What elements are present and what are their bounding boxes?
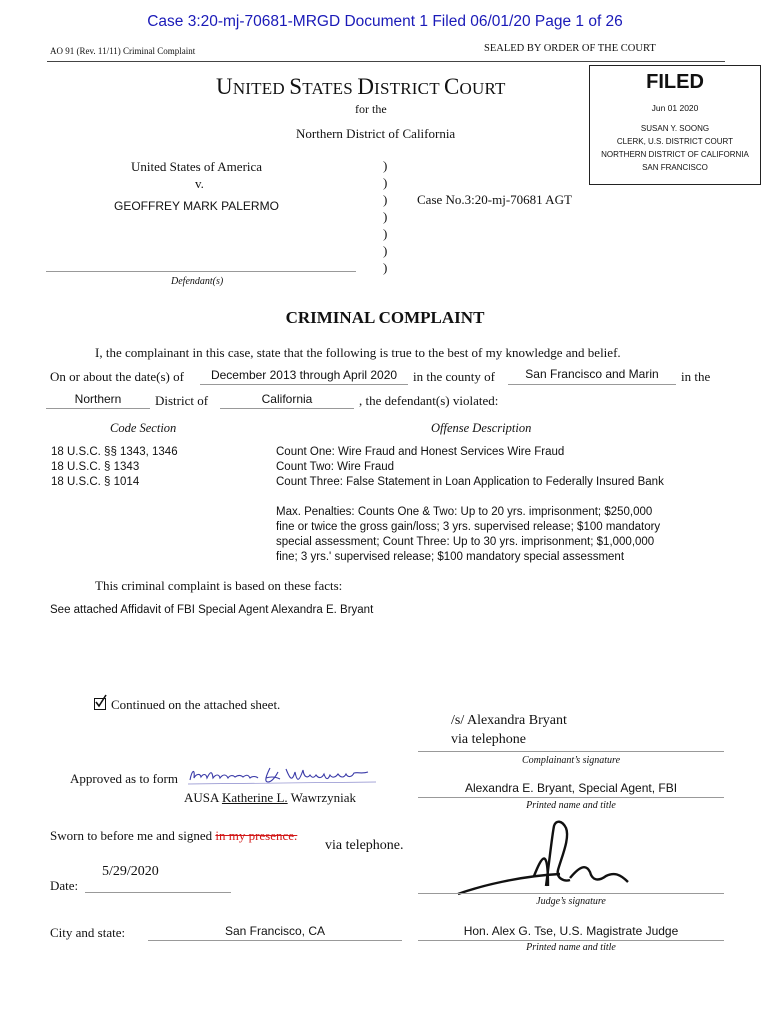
penalty-line: special assessment; Count Three: Up to 30 yrs. imprisonment; $1,000,000 — [276, 536, 655, 548]
complainant-printed-rule — [418, 797, 724, 798]
ausa-name — [184, 790, 356, 806]
court-name-part: D — [357, 74, 375, 99]
defendant-label: Defendant(s) — [171, 276, 224, 287]
city-state-rule — [148, 940, 402, 941]
sworn-statement — [50, 828, 297, 844]
county-rule — [508, 384, 676, 385]
document-title: CRIMINAL COMPLAINT — [285, 308, 485, 327]
district-label: District of — [155, 393, 209, 408]
filed-line: NORTHERN DISTRICT OF CALIFORNIA — [601, 150, 749, 159]
form-id: AO 91 (Rev. 11/11) Criminal Complaint — [50, 46, 196, 56]
caption-paren: ) — [383, 226, 388, 241]
court-name-part: S — [289, 74, 303, 99]
filed-stamp — [589, 65, 761, 185]
court-district-rule — [225, 143, 535, 144]
dates-prefix: On or about the date(s) of — [50, 369, 184, 384]
code-section-item: 18 U.S.C. § 1014 — [51, 476, 140, 488]
dates-suffix: in the — [681, 369, 711, 384]
caption-paren: ) — [383, 175, 388, 190]
caption-paren: ) — [383, 209, 388, 224]
continued-label: Continued on the attached sheet. — [111, 697, 281, 712]
ausa-label: AUSA — [184, 790, 219, 805]
court-district: Northern District of California — [296, 126, 456, 141]
filed-line: SUSAN Y. SOONG — [640, 124, 710, 133]
city-state-label: City and state: — [50, 925, 126, 940]
court-for-the: for the — [355, 102, 387, 116]
county-prefix: in the county of — [413, 369, 495, 384]
plaintiff-name: United States of America — [131, 159, 263, 174]
complainant-signature-rule — [418, 751, 724, 752]
date-label: Date: — [50, 878, 79, 893]
judge-signature-label: Judge’s signature — [536, 896, 606, 907]
ausa-name-underlined: Katherine L. — [221, 790, 288, 805]
court-name — [216, 74, 506, 100]
filed-clerk-lines — [590, 122, 760, 174]
versus: v. — [195, 176, 204, 191]
penalty-line: fine or twice the gross gain/loss; 3 yrs. supervised release; $100 mandatory — [276, 521, 661, 533]
code-sections — [51, 445, 178, 490]
continued-checkbox[interactable] — [94, 698, 106, 710]
offense-list — [276, 445, 664, 490]
defendant-rule — [46, 271, 356, 272]
filed-date: Jun 01 2020 — [651, 103, 699, 113]
facts-text: See attached Affidavit of FBI Special Agent Alexandra E. Bryant — [50, 604, 374, 616]
court-name-part: C — [443, 74, 460, 99]
penalty-line: Max. Penalties: Counts One & Two: Up to 20 yrs. imprisonment; $250,000 — [276, 506, 653, 518]
max-penalties — [276, 505, 660, 565]
court-name-part: TATES — [302, 79, 358, 98]
code-section-header: Code Section — [110, 421, 177, 435]
caption-paren: ) — [383, 243, 388, 258]
judge-signature-rule — [418, 893, 724, 894]
judge-printed-label: Printed name and title — [526, 942, 616, 953]
caption-paren: ) — [383, 158, 388, 173]
offense-item: Count One: Wire Fraud and Honest Services Wire Fraud — [276, 446, 565, 458]
ausa-name-rest: Wawrzyniak — [287, 790, 357, 805]
filed-line: SAN FRANCISCO — [642, 163, 708, 172]
offense-dates: December 2013 through April 2020 — [210, 368, 398, 382]
statement: I, the complainant in this case, state that the following is true to the best of my knowledge and belief. — [95, 345, 621, 360]
approval-prefix: Approved as to form — [70, 771, 178, 786]
filed-line: CLERK, U.S. DISTRICT COURT — [616, 137, 734, 146]
court-name-part: ISTRICT — [374, 79, 444, 98]
county-value: San Francisco and Marin — [525, 367, 659, 381]
sworn-prefix: Sworn to before me and signed — [50, 828, 216, 843]
sworn-via: via telephone. — [325, 838, 404, 853]
code-section-item: 18 U.S.C. § 1343 — [51, 461, 140, 473]
court-name-part: OURT — [459, 79, 506, 98]
complainant-signature-label: Complainant’s signature — [521, 755, 621, 766]
ausa-signature-icon — [186, 764, 378, 790]
district-value: Northern — [74, 392, 122, 406]
complainant-printed-name: Alexandra E. Bryant, Special Agent, FBI — [464, 781, 678, 795]
case-number: Case No.3:20-mj-70681 AGT — [417, 192, 572, 207]
defendant-name: GEOFFREY MARK PALERMO — [114, 199, 279, 213]
complainant-sig-line: /s/ Alexandra Bryant — [451, 713, 567, 728]
complainant-signature — [451, 711, 567, 749]
court-name-part: U — [216, 74, 233, 99]
complainant-sig-line: via telephone — [451, 732, 527, 747]
judge-printed-rule — [418, 940, 724, 941]
date-rule — [85, 892, 231, 893]
judge-signature-icon — [450, 816, 640, 900]
city-state-value: San Francisco, CA — [224, 924, 326, 938]
case-header-stamp: Case 3:20-mj-70681-MRGD Document 1 Filed 06/01/20 Page 1 of 26 — [147, 13, 623, 30]
sworn-struck-text: in my presence. — [215, 828, 298, 843]
judge-printed-name: Hon. Alex G. Tse, U.S. Magistrate Judge — [463, 924, 679, 938]
sealed-notice: SEALED BY ORDER OF THE COURT — [484, 43, 656, 54]
offense-item: Count Three: False Statement in Loan Application to Federally Insured Bank — [276, 476, 664, 488]
code-section-item: 18 U.S.C. §§ 1343, 1346 — [51, 446, 178, 458]
caption-paren: ) — [383, 192, 388, 207]
checkmark-icon — [94, 694, 108, 708]
state-value: California — [261, 392, 313, 406]
offense-dates-rule — [200, 384, 408, 385]
offense-description-header: Offense Description — [431, 421, 532, 435]
complainant-printed-label: Printed name and title — [526, 800, 616, 811]
violated-text: , the defendant(s) violated: — [359, 393, 499, 408]
date-value: 5/29/2020 — [102, 864, 159, 879]
offense-item: Count Two: Wire Fraud — [276, 461, 395, 473]
filed-title: FILED — [646, 71, 704, 93]
header-rule — [47, 61, 725, 62]
court-name-part: NITED — [232, 79, 290, 98]
caption-paren: ) — [383, 260, 388, 275]
penalty-line: fine; 3 yrs.' supervised release; $100 mandatory special assessment — [276, 551, 625, 563]
district-rule — [46, 408, 150, 409]
state-rule — [220, 408, 354, 409]
basis-statement: This criminal complaint is based on these facts: — [95, 578, 343, 593]
